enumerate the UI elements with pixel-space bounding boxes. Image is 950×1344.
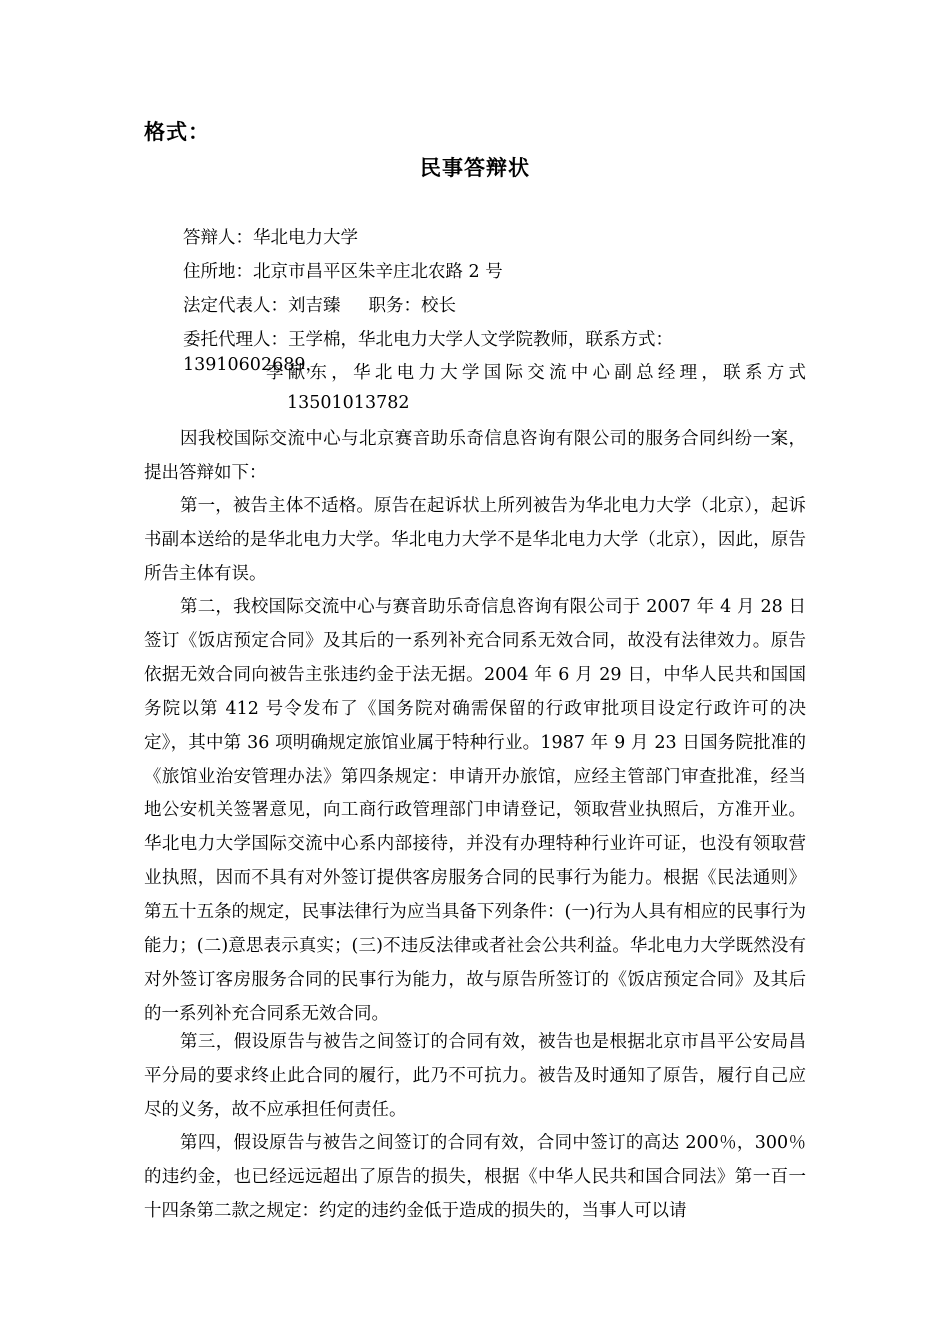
- agent-line-1: 委托代理人：王学棉，华北电力大学人文学院教师，联系方式：13910602689，: [183, 330, 673, 375]
- respondent-line: 答辩人：华北电力大学: [183, 228, 358, 248]
- point-three-paragraph: 第三，假设原告与被告之间签订的合同有效，被告也是根据北京市昌平公安局昌平分局的要求终止此合同的履行，此乃不可抗力。被告及时通知了原告，履行自己应尽的义务，故不应承担任何责任。: [144, 1032, 806, 1120]
- agent-line-3: 13501013782: [287, 393, 410, 413]
- position: 职务：校长: [368, 296, 456, 316]
- agent-line-2: 李献东，华北电力大学国际交流中心副总经理，联系方式: [266, 363, 806, 383]
- intro-paragraph: 因我校国际交流中心与北京赛音助乐奇信息咨询有限公司的服务合同纠纷一案，提出答辩如下：: [144, 429, 806, 483]
- point-one-paragraph: 第一，被告主体不适格。原告在起诉状上所列被告为华北电力大学（北京），起诉书副本送给的是华北电力大学。华北电力大学不是华北电力大学（北京），因此，原告所告主体有误。: [144, 496, 806, 584]
- document-title: 民事答辩状: [420, 155, 530, 180]
- format-label: 格式：: [144, 119, 210, 144]
- legal-representative-line: [183, 292, 456, 317]
- address-line: 住所地：北京市昌平区朱辛庄北农路 2 号: [183, 262, 503, 282]
- legal-representative: 法定代表人：刘吉臻: [183, 296, 341, 316]
- point-two-paragraph: 第二，我校国际交流中心与赛音助乐奇信息咨询有限公司于 2007 年 4 月 28 日签订《饭店预定合同》及其后的一系列补充合同系无效合同，故没有法律效力。原告依据无效合同向被告主张违约金于法无据。2004 年 6 月 29 日，中华人民共和国国务院以第 412 号令发布了《国务院对确需保留的行政审批项目设定行政许可的决定》，其中第 36 项明确规定旅馆业属于特种行业。1987 年 9 月 23 日国务院批准的《旅馆业治安管理办法》第四条规定：申请开办旅馆，应经主管部门审查批准，经当地公安机关签署意见，向工商行政管理部门申请登记，领取营业执照后，方准开业。华北电力大学国际交流中心系内部接待，并没有办理特种行业许可证，也没有领取营业执照，因而不具有对外签订提供客房服务合同的民事行为能力。根据《民法通则》第五十五条的规定，民事法律行为应当具备下列条件：(一)行为人具有相应的民事行为能力；(二)意思表示真实；(三)不违反法律或者社会公共利益。华北电力大学既然没有对外签订客房服务合同的民事行为能力，故与原告所签订的《饭店预定合同》及其后的一系列补充合同系无效合同。: [144, 597, 806, 1024]
- point-four-paragraph: 第四，假设原告与被告之间签订的合同有效，合同中签订的高达 200％，300％的违约金，也已经远远超出了原告的损失，根据《中华人民共和国合同法》第一百一十四条第二款之规定：约定的违约金低于造成的损失的，当事人可以请: [144, 1133, 806, 1221]
